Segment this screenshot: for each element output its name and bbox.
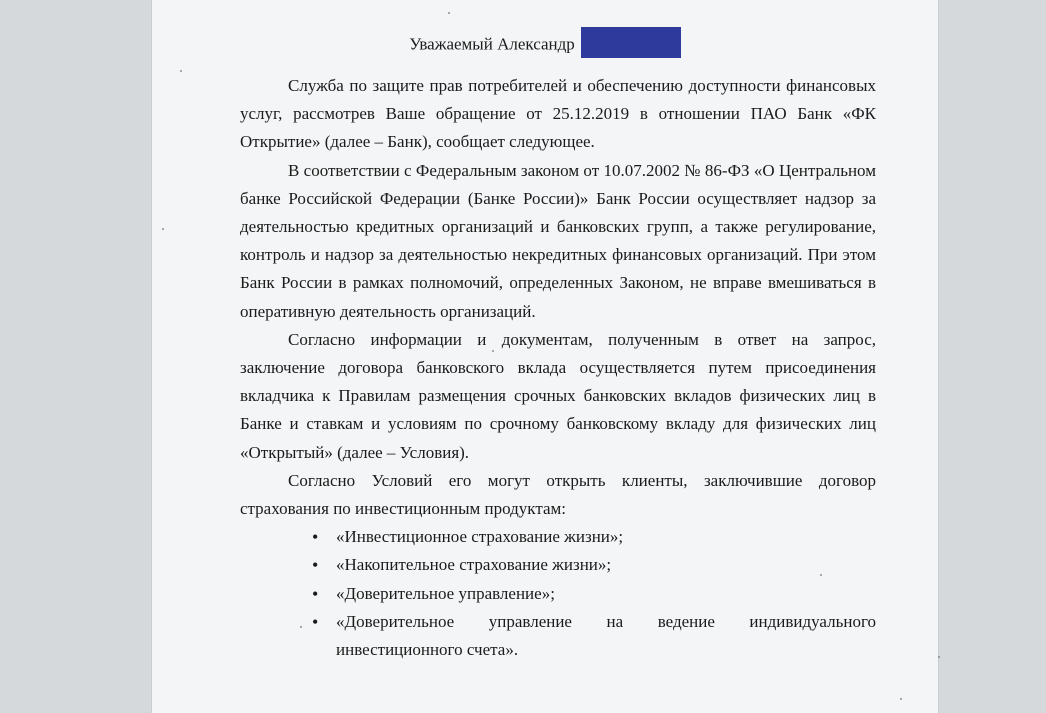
scan-speck (820, 574, 822, 576)
scan-speck (448, 12, 450, 14)
paragraph-4: Согласно Условий его могут открыть клиенты, заключившие договор страхования по инвестиционным продуктам: (240, 470, 876, 519)
scan-speck (900, 698, 902, 700)
scan-speck (938, 656, 940, 658)
letter-body (240, 72, 876, 664)
document-page (152, 0, 938, 713)
salutation-text: Уважаемый Александр (409, 34, 575, 54)
scan-speck (492, 350, 494, 352)
scan-speck (162, 228, 164, 230)
salutation-line (152, 30, 938, 61)
scan-speck (180, 70, 182, 72)
list-item: • «Инвестиционное страхование жизни»; (336, 523, 876, 551)
list-item: • «Доверительное управление на ведение индивидуального инвестиционного счета». (336, 608, 876, 664)
scan-speck (300, 626, 302, 628)
list-item: • «Накопительное страхование жизни»; (336, 551, 876, 579)
paragraph-3: Согласно информации и документам, полученным в ответ на запрос, заключение договора банковского вклада осуществляется путем присоединения вкладчика к Правилам размещения срочных банковских вкладов физических лиц в Банке и ставкам и условиям по срочному банковскому вкладу для физических лиц «Открытый» (далее – Условия). (240, 329, 876, 462)
paragraph-2: В соответствии с Федеральным законом от 10.07.2002 № 86-ФЗ «О Центральном банке Российской Федерации (Банке России)» Банк России осуществляет надзор за деятельностью кредитных организаций и банковских групп, а также регулирование, контроль и надзор за деятельностью некредитных финансовых организаций. При этом Банк России в рамках полномочий, определенных Законом, не вправе вмешиваться в оперативную деятельность организаций. (240, 160, 876, 321)
paragraph-1: Служба по защите прав потребителей и обеспечению доступности финансовых услуг, рассмотрев Ваше обращение от 25.12.2019 в отношении ПАО Банк «ФК Открытие» (далее – Банк), сообщает следующее. (240, 76, 876, 152)
product-list (240, 523, 876, 664)
redacted-name-block (581, 27, 681, 58)
list-item: • «Доверительное управление»; (336, 580, 876, 608)
